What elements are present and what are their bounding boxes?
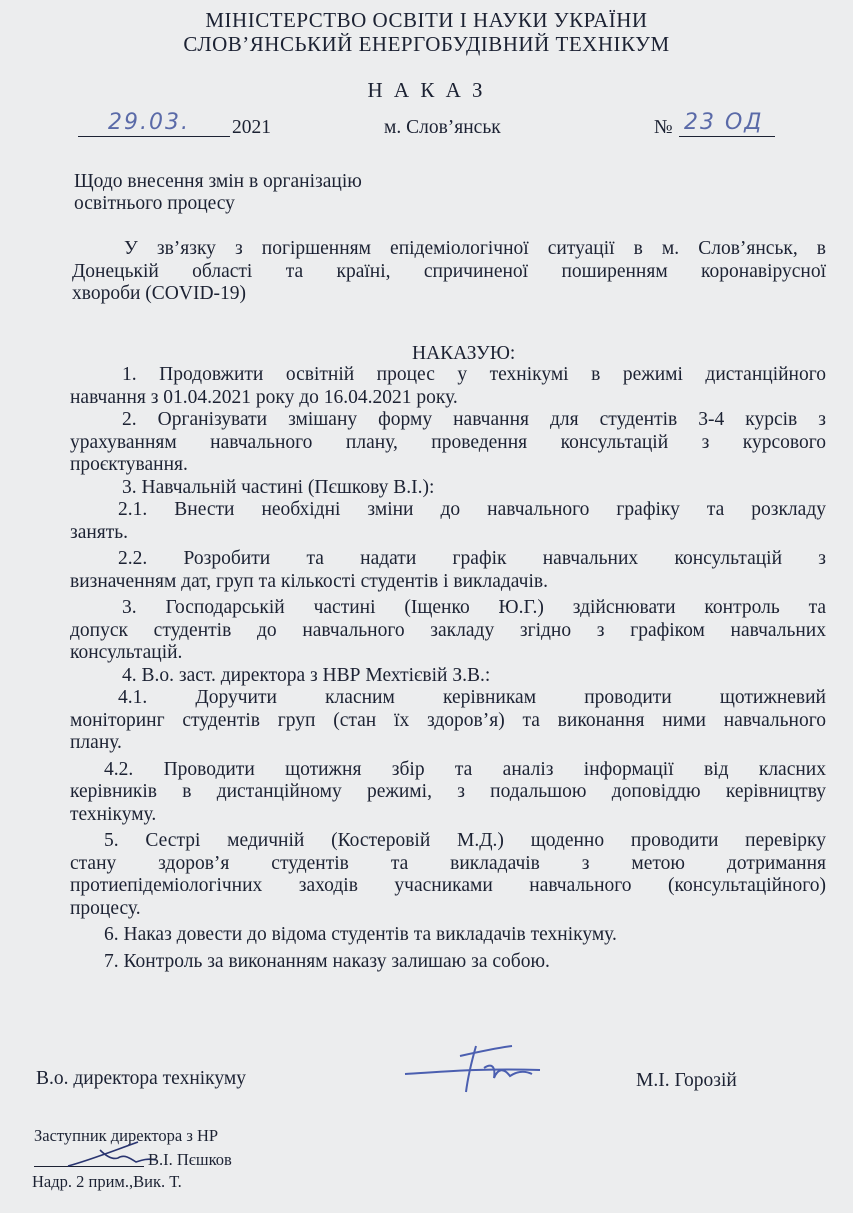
order-item (70, 759, 826, 827)
preamble (72, 238, 826, 306)
ministry-title: МІНІСТЕРСТВО ОСВІТИ І НАУКИ УКРАЇНИ (205, 8, 648, 32)
order-item (70, 548, 826, 593)
handwritten-number: 23 ОД (684, 110, 764, 135)
order-item (70, 597, 826, 665)
item-line: стану здоров’я студентів та викладачів з метою дотримання (70, 852, 826, 874)
item-line: допуск студентів до навчального закладу згідно з графіком навчальних (70, 619, 826, 641)
order-item (70, 687, 826, 755)
item-line: занять. (70, 521, 129, 543)
handwritten-date: 29.03. (108, 110, 190, 135)
order-items (70, 364, 826, 973)
order-city: м. Слов’янськ (384, 117, 501, 138)
item-line: плану. (70, 732, 122, 753)
item-line: процесу. (70, 897, 141, 919)
item-line: 2. Організувати змішану форму навчання для студентів 3-4 курсів з (122, 409, 826, 430)
preamble-line: Донецькій області та країні, спричиненої поширенням коронавірусної (72, 260, 826, 282)
subject-line-2: освітнього процесу (74, 193, 235, 214)
signature-position: В.о. директора технікуму (36, 1068, 246, 1089)
item-line: 2.2. Розробити та надати графік навчальних консультацій з (118, 548, 826, 569)
preamble-line: У зв’язку з погіршенням епідеміологічної ситуації в м. Слов’янськ, в (124, 238, 826, 259)
item-line: визначенням дат, груп та кількості студентів і викладачів. (70, 570, 548, 592)
item-line: навчання з 01.04.2021 року до 16.04.2021 року. (70, 386, 458, 408)
item-line: 4.2. Проводити щотижня збір та аналіз інформації від класних (104, 758, 826, 780)
item-line: 6. Наказ довести до відома студентів та викладачів технікуму. (104, 924, 617, 945)
item-line: консультацій. (70, 642, 183, 663)
order-year: 2021 (232, 117, 271, 138)
order-item (70, 499, 826, 544)
item-line: 2.1. Внести необхідні зміни до навчального графіку та розкладу (118, 499, 826, 520)
item-line: технікуму. (70, 803, 157, 825)
item-line: 3. Господарській частині (Іщенко Ю.Г.) здійснювати контроль та (122, 597, 826, 618)
item-line: 5. Сестрі медичній (Костеровій М.Д.) щоденно проводити перевірку (104, 830, 826, 851)
deputy-title: Заступник директора з НР (34, 1126, 219, 1145)
item-line: керівників в дистанційному режимі, з подальшою доповіддю керівництву (70, 781, 826, 802)
item-line: моніторинг студентів груп (стан їх здоров’я) та виконання ними навчального (70, 709, 826, 731)
signature-name: М.І. Горозій (636, 1070, 737, 1091)
order-item (70, 409, 826, 477)
item-line: проєктування. (70, 454, 188, 475)
item-line: 1. Продовжити освітній процес у технікумі в режимі дистанційного (122, 364, 826, 385)
number-sign: № (654, 117, 673, 138)
subject-line-1: Щодо внесення змін в організацію (74, 171, 362, 192)
order-item (70, 665, 826, 688)
order-keyword: НАКАЗУЮ: (412, 343, 516, 364)
item-line: 7. Контроль за виконанням наказу залишаю за собою. (104, 950, 550, 972)
order-item (70, 924, 826, 947)
order-item (70, 951, 826, 974)
order-item (70, 477, 826, 500)
item-line: 4.1. Доручити класним керівникам проводити щотижневий (118, 687, 826, 708)
document-type: Н А К А З (367, 78, 486, 102)
deputy-name: В.І. Пєшков (148, 1150, 232, 1169)
item-line: 4. В.о. заст. директора з НВР Мехтієвій З.В.: (122, 664, 491, 686)
item-line: урахуванням навчального плану, проведення консультацій з курсового (70, 431, 826, 453)
order-item (70, 830, 826, 920)
order-item (70, 364, 826, 409)
distribution-note: Надр. 2 прим.,Вик. Т. (32, 1172, 182, 1191)
preamble-line: хвороби (COVID-19) (72, 283, 247, 304)
item-line: 3. Навчальній частині (Пєшкову В.І.): (122, 476, 435, 498)
institution-title: СЛОВ’ЯНСЬКИЙ ЕНЕРГОБУДІВНИЙ ТЕХНІКУМ (183, 32, 670, 56)
director-signature-image (400, 1038, 550, 1096)
item-line: протиепідеміологічних заходів учасниками навчального (консультаційного) (70, 875, 826, 896)
